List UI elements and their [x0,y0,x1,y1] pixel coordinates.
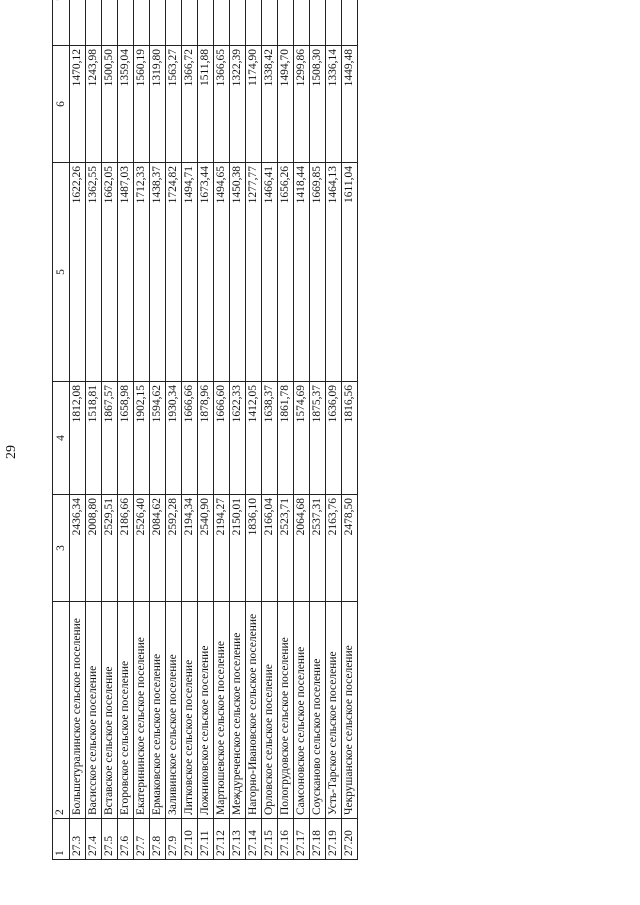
value-col-4: 1574,69 [294,382,310,495]
value-col-4: 1812,08 [70,382,86,495]
table-row [230,0,246,860]
value-col-4: 1930,34 [166,382,182,495]
value-col-6: 1359,04 [118,46,134,163]
value-col-3: 2478,50 [342,495,358,602]
page-number: 29 [4,445,19,459]
value-col-5: 1277,77 [246,163,262,382]
value-col-3: 2194,27 [214,495,230,602]
value-col-3: 2529,51 [102,495,118,602]
value-col-5: 1450,38 [230,163,246,382]
table-row [102,0,118,860]
value-col-6: 1243,98 [86,46,102,163]
row-number: 27.5 [102,819,118,860]
value-col-4: 1666,66 [182,382,198,495]
value-col-5: 1673,44 [198,163,214,382]
value-col-3: 2526,40 [134,495,150,602]
table-row [134,0,150,860]
value-col-6: 1494,70 [278,46,294,163]
value-col-5: 1656,26 [278,163,294,382]
value-col-6: 1299,86 [294,46,310,163]
value-col-5: 1712,33 [134,163,150,382]
value-col-6: 1366,72 [182,46,198,163]
table-body [70,0,358,860]
header-col-5: 5 [53,163,70,382]
table-row [70,0,86,860]
value-col-6: 1449,48 [342,46,358,163]
value-col-7 [150,0,166,46]
value-col-6: 1366,65 [214,46,230,163]
row-number: 27.3 [70,819,86,860]
value-col-3: 2537,31 [310,495,326,602]
value-col-3: 2084,62 [150,495,166,602]
header-col-2: 2 [53,602,70,819]
value-col-3: 2186,66 [118,495,134,602]
value-col-4: 1518,81 [86,382,102,495]
row-number: 27.4 [86,819,102,860]
value-col-3: 2540,90 [198,495,214,602]
value-col-5: 1438,37 [150,163,166,382]
value-col-6: 1338,42 [262,46,278,163]
settlement-name: Нагорно-Ивановское сельское поселение [246,602,262,819]
value-col-7 [118,0,134,46]
value-col-4: 1658,98 [118,382,134,495]
value-col-5: 1622,26 [70,163,86,382]
table-row [246,0,262,860]
table-row [182,0,198,860]
settlement-name: Васисское сельское поселение [86,602,102,819]
settlement-name: Соусканово сельское поселение [310,602,326,819]
value-col-4: 1816,56 [342,382,358,495]
table-row [326,0,342,860]
settlement-name: Пологрудовское сельское поселение [278,602,294,819]
value-col-7 [310,0,326,46]
settlement-name: Самсоновское сельское поселение [294,602,310,819]
header-col-1: 1 [53,819,70,860]
value-col-3: 2436,34 [70,495,86,602]
value-col-3: 2194,34 [182,495,198,602]
header-col-4: 4 [53,382,70,495]
value-col-7 [214,0,230,46]
value-col-6: 1563,27 [166,46,182,163]
value-col-7 [70,0,86,46]
value-col-5: 1464,13 [326,163,342,382]
value-col-6: 1174,90 [246,46,262,163]
value-col-4: 1622,33 [230,382,246,495]
row-number: 27.13 [230,819,246,860]
value-col-7 [294,0,310,46]
table-row [214,0,230,860]
row-number: 27.7 [134,819,150,860]
settlement-name: Усть-Тарское сельское поселение [326,602,342,819]
row-number: 27.12 [214,819,230,860]
value-col-7 [198,0,214,46]
settlement-name: Орловское сельское поселение [262,602,278,819]
value-col-5: 1494,71 [182,163,198,382]
table-row [150,0,166,860]
value-col-4: 1594,62 [150,382,166,495]
rotated-table-container [52,0,592,860]
value-col-6: 1322,39 [230,46,246,163]
value-col-5: 1466,41 [262,163,278,382]
value-col-6: 1560,19 [134,46,150,163]
row-number: 27.19 [326,819,342,860]
value-col-5: 1669,85 [310,163,326,382]
value-col-7 [182,0,198,46]
value-col-6: 1319,80 [150,46,166,163]
value-col-4: 1412,05 [246,382,262,495]
value-col-5: 1662,05 [102,163,118,382]
header-row [53,0,70,860]
row-number: 27.16 [278,819,294,860]
row-number: 27.15 [262,819,278,860]
settlement-name: Заливинское сельское поселение [166,602,182,819]
value-col-5: 1494,65 [214,163,230,382]
value-col-7 [230,0,246,46]
value-col-5: 1611,04 [342,163,358,382]
value-col-5: 1487,03 [118,163,134,382]
row-number: 27.10 [182,819,198,860]
row-number: 27.17 [294,819,310,860]
settlement-name: Екатерининское сельское поселение [134,602,150,819]
value-col-7 [246,0,262,46]
value-col-3: 2163,76 [326,495,342,602]
value-col-4: 1902,15 [134,382,150,495]
header-col-3: 3 [53,495,70,602]
value-col-3: 2166,04 [262,495,278,602]
value-col-7 [102,0,118,46]
settlement-name: Вставское сельское поселение [102,602,118,819]
value-col-7 [166,0,182,46]
table-row [86,0,102,860]
row-number: 27.18 [310,819,326,860]
row-number: 27.6 [118,819,134,860]
row-number: 27.9 [166,819,182,860]
value-col-7 [134,0,150,46]
value-col-7 [342,0,358,46]
data-table [52,0,358,860]
value-col-4: 1636,09 [326,382,342,495]
table-row [262,0,278,860]
value-col-4: 1861,78 [278,382,294,495]
settlement-name: Ермаковское сельское поселение [150,602,166,819]
value-col-7 [262,0,278,46]
value-col-7 [278,0,294,46]
settlement-name: Егоровское сельское поселение [118,602,134,819]
value-col-7 [86,0,102,46]
value-col-4: 1867,57 [102,382,118,495]
value-col-3: 2064,68 [294,495,310,602]
value-col-6: 1500,50 [102,46,118,163]
settlement-name: Междуреченское сельское поселение [230,602,246,819]
value-col-3: 2008,80 [86,495,102,602]
value-col-7 [326,0,342,46]
table-row [342,0,358,860]
table-row [118,0,134,860]
value-col-3: 2592,28 [166,495,182,602]
row-number: 27.20 [342,819,358,860]
value-col-6: 1508,30 [310,46,326,163]
header-col-7 [53,0,70,46]
table-row [310,0,326,860]
value-col-5: 1724,82 [166,163,182,382]
value-col-5: 1362,55 [86,163,102,382]
table-row [278,0,294,860]
value-col-3: 2150,01 [230,495,246,602]
row-number: 27.11 [198,819,214,860]
settlement-name: Ложниковское сельское поселение [198,602,214,819]
table-row [294,0,310,860]
value-col-6: 1511,88 [198,46,214,163]
settlement-name: Большетуралинское сельское поселение [70,602,86,819]
value-col-3: 1836,10 [246,495,262,602]
header-col-6: 6 [53,46,70,163]
settlement-name: Мартюшевское сельское поселение [214,602,230,819]
value-col-3: 2523,71 [278,495,294,602]
value-col-4: 1878,96 [198,382,214,495]
value-col-4: 1875,37 [310,382,326,495]
settlement-name: Чекрушанское сельское поселение [342,602,358,819]
table-row [198,0,214,860]
value-col-6: 1470,12 [70,46,86,163]
row-number: 27.8 [150,819,166,860]
value-col-4: 1638,37 [262,382,278,495]
value-col-6: 1336,14 [326,46,342,163]
value-col-5: 1418,44 [294,163,310,382]
settlement-name: Литковское сельское поселение [182,602,198,819]
value-col-4: 1666,60 [214,382,230,495]
row-number: 27.14 [246,819,262,860]
table-row [166,0,182,860]
